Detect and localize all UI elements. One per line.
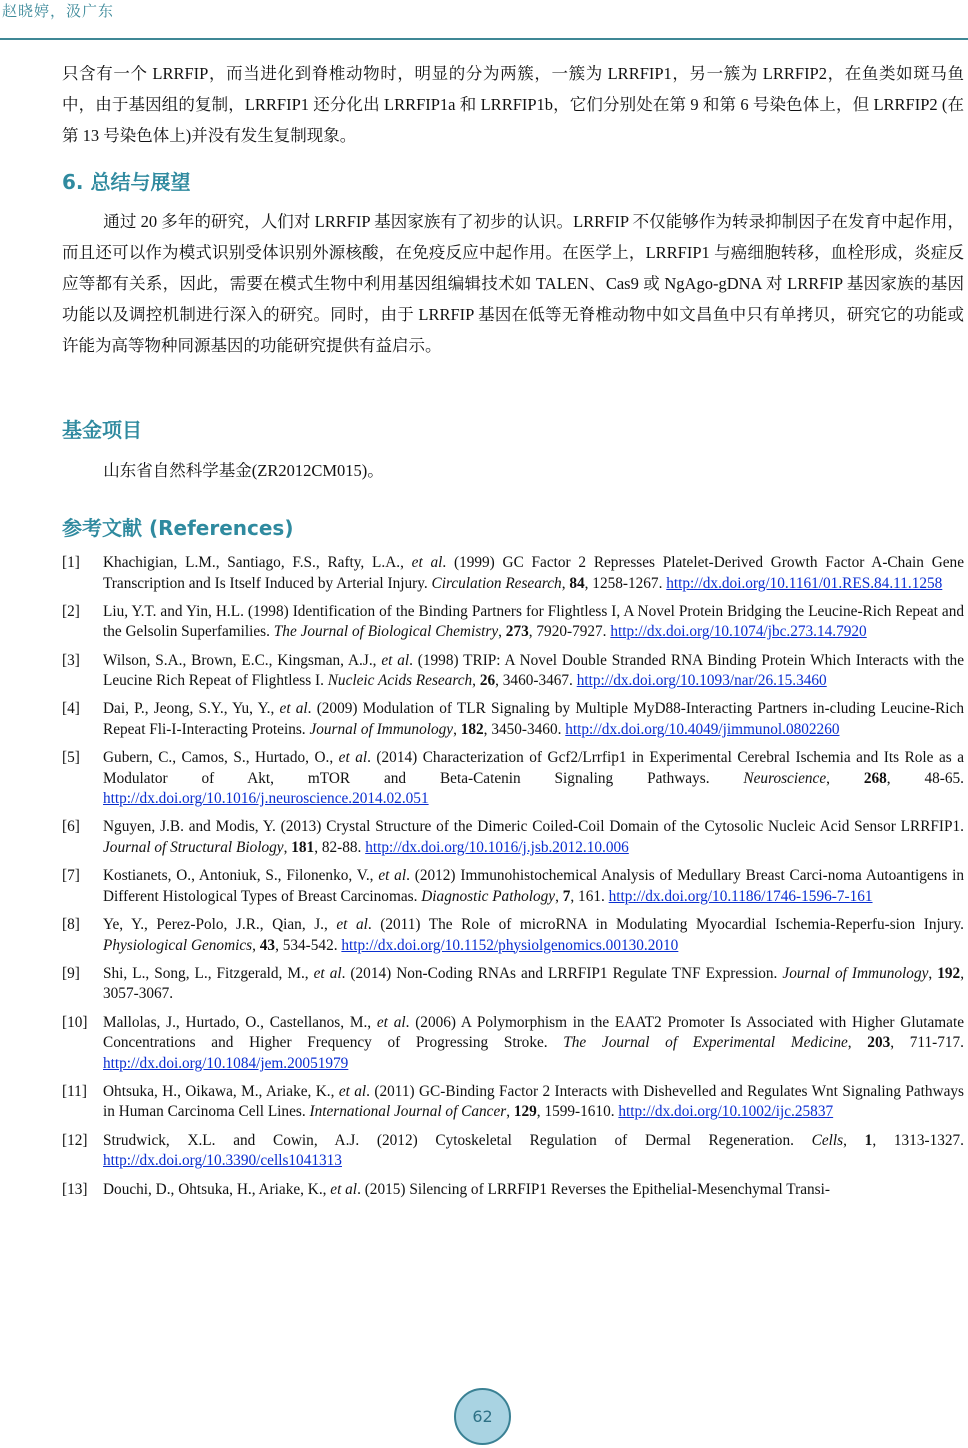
reference-text: Kostianets, O., Antoniuk, S., Filonenko, V.,: [103, 867, 379, 885]
reference-text: , 3057-3067.: [103, 964, 965, 1003]
volume: 268: [863, 769, 887, 787]
reference-item: [62, 817, 964, 858]
reference-text: et al: [313, 964, 342, 982]
reference-text: , 3450-3460.: [483, 720, 566, 738]
reference-item: [62, 915, 964, 956]
reference-text: Dai, P., Jeong, S.Y., Yu, Y.,: [103, 700, 280, 718]
volume: 129: [513, 1103, 537, 1121]
reference-text: . (2012) Immunohistochemical Analysis of Medullary Breast Carci-noma Autoantigens in Different Histological Types of Breast Carcinomas.: [103, 867, 965, 905]
reference-number: [1]: [62, 554, 80, 571]
reference-text: Khachigian, L.M., Santiago, F.S., Rafty, L.A.,: [103, 554, 412, 571]
reference-text: . (2014) Non-Coding RNAs and LRRFIP1 Regulate TNF Expression.: [341, 964, 783, 982]
reference-text: ,: [826, 769, 864, 787]
reference-text: . (1998) TRIP: A Novel Double Stranded RNA Binding Protein Which Interacts with the Leucine Rich Repeat of Flightless I.: [103, 651, 964, 690]
reference-text: , 48-65.: [886, 769, 964, 787]
reference-number: [11]: [62, 1082, 87, 1100]
header-divider: [0, 38, 968, 40]
doi-link[interactable]: http://dx.doi.org/10.1016/j.neuroscience.2014.02.051: [103, 790, 429, 808]
reference-text: , 711-717.: [890, 1034, 965, 1052]
reference-item: [62, 866, 964, 907]
doi-link[interactable]: http://dx.doi.org/10.1161/01.RES.84.11.1258: [666, 574, 943, 592]
reference-number: [13]: [62, 1180, 88, 1198]
reference-text: . (2009) Modulation of TLR Signaling by Multiple MyD88-Interacting Partners in-cluding Leucine-Rich Repeat Fli-I-Interacting Proteins.: [103, 700, 964, 738]
reference-number: [10]: [62, 1013, 88, 1031]
paragraph: 通过 20 多年的研究，人们对 LRRFIP 基因家族有了初步的认识。LRRFIP 不仅能够作为转录抑制因子在发育中起作用，而且还可以作为模式识别受体识别外源核酸，在免疫反应中起作用。在医学上，LRRFIP1 与癌细胞转移，血栓形成，炎症反应等都有关系，因此，需要在模式生物中利用基因组编辑技术如 TALEN、Cas9 或 NgAgo-gDNA 对 LRRFIP 基因家族的基因功能以及调控机制进行深入的研究。同时，由于 LRRFIP 基因在低等无脊椎动物中如文昌鱼中只有单拷贝，研究它的功能或许能为高等物种同源基因的功能研究提供有益启示。: [62, 212, 964, 355]
reference-number: [6]: [62, 818, 80, 836]
reference-text: et al: [378, 867, 407, 885]
reference-text: Gubern, C., Camos, S., Hurtado, O.,: [103, 749, 339, 767]
journal-name: Journal of Immunology: [782, 964, 929, 982]
journal-name: International Journal of Cancer: [309, 1103, 507, 1121]
reference-text: , 1313-1327.: [872, 1131, 964, 1149]
reference-item: [62, 964, 964, 1005]
reference-text: ,: [506, 1103, 514, 1121]
volume: 84: [569, 574, 585, 592]
reference-text: ,: [252, 936, 260, 954]
reference-number: [7]: [62, 867, 80, 885]
reference-item: [62, 602, 964, 643]
reference-text: ,: [472, 672, 480, 690]
journal-name: Physiological Genomics: [103, 936, 253, 954]
journal-name: Journal of Structural Biology: [103, 838, 284, 856]
doi-link[interactable]: http://dx.doi.org/10.1002/ijc.25837: [618, 1103, 834, 1121]
volume: 182: [460, 720, 484, 738]
paragraph-funding: 山东省自然科学基金(ZR2012CM015)。: [103, 461, 384, 480]
reference-text: . (2011) The Role of microRNA in Modulating Myocardial Ischemia-Reperfu-sion Injury.: [367, 916, 964, 934]
reference-text: ,: [847, 1034, 868, 1052]
reference-text: ,: [555, 887, 563, 905]
volume: 43: [259, 936, 276, 954]
journal-name: Neuroscience: [743, 769, 827, 787]
reference-item: [62, 1131, 964, 1172]
journal-name: The Journal of Experimental Medicine: [563, 1034, 848, 1052]
reference-text: et al: [411, 554, 443, 571]
reference-text: ,: [283, 838, 292, 856]
journal-name: Journal of Immunology: [309, 720, 454, 738]
reference-text: ,: [843, 1131, 865, 1149]
journal-name: The Journal of Biological Chemistry: [273, 623, 499, 641]
doi-link[interactable]: http://dx.doi.org/10.4049/jimmunol.0802260: [565, 720, 840, 738]
reference-item: [62, 1013, 964, 1075]
reference-text: et al: [376, 1013, 406, 1031]
reference-text: , 1258-1267.: [584, 574, 667, 592]
section-heading-funding: 基金项目: [62, 418, 142, 442]
reference-number: [9]: [62, 964, 80, 982]
reference-number: [3]: [62, 651, 80, 669]
running-header: 赵晓婷，汲广东: [2, 4, 115, 20]
reference-text: Strudwick, X.L. and Cowin, A.J. (2012) Cytoskeletal Regulation of Dermal Regeneration.: [103, 1131, 812, 1149]
reference-text: et al: [330, 1180, 358, 1198]
reference-text: ,: [498, 623, 506, 641]
reference-number: [12]: [62, 1131, 88, 1149]
doi-link[interactable]: http://dx.doi.org/10.3390/cells1041313: [103, 1152, 342, 1170]
reference-text: , 7920-7927.: [528, 623, 611, 641]
volume: 7: [562, 887, 571, 905]
reference-text: Mallolas, J., Hurtado, O., Castellanos, M.,: [103, 1013, 377, 1031]
volume: 192: [937, 964, 961, 982]
paragraph: 只含有一个 LRRFIP，而当进化到脊椎动物时，明显的分为两簇，一簇为 LRRFIP1，另一簇为 LRRFIP2，在鱼类如斑马鱼中，由于基因组的复制，LRRFIP1 还分化出 LRRFIP1a 和 LRRFIP1b，它们分别处在第 9 和第 6 号染色体上，但 LRRFIP2 (在第 13 号染色体上)并没有发生复制现象。: [62, 64, 964, 145]
reference-text: Ye, Y., Perez-Polo, J.R., Qian, J.,: [103, 916, 337, 934]
volume: 1: [864, 1131, 873, 1149]
reference-list: [62, 553, 964, 1208]
reference-item: [62, 1082, 964, 1123]
journal-name: Cells: [811, 1131, 844, 1149]
reference-text: . (1999) GC Factor 2 Represses Platelet-Derived Growth Factor A-Chain Gene Transcription and Is Itself Induced by Arterial Injury.: [103, 554, 964, 592]
volume: 203: [867, 1034, 891, 1052]
reference-text: , 82-88.: [314, 838, 366, 856]
reference-text: et al: [279, 700, 308, 718]
reference-text: Shi, L., Song, L., Fitzgerald, M.,: [103, 964, 314, 982]
doi-link[interactable]: http://dx.doi.org/10.1152/physiolgenomics.00130.2010: [341, 936, 679, 954]
reference-text: , 161.: [570, 887, 609, 905]
reference-text: ,: [561, 574, 570, 592]
journal-name: Circulation Research: [431, 574, 562, 592]
reference-text: ,: [928, 964, 938, 982]
reference-text: et al: [336, 916, 368, 934]
reference-text: . (2014) Characterization of Gcf2/Lrrfip1 in Experimental Cerebral Ischemia and Its Role as a Modulator of Akt, mTOR and Beta-Catenin Signaling Pathways.: [103, 749, 964, 787]
reference-item: [62, 553, 964, 594]
page-number-badge: 62: [454, 1388, 511, 1445]
reference-text: Douchi, D., Ohtsuka, H., Ariake, K.,: [103, 1180, 331, 1198]
reference-number: [2]: [62, 602, 80, 620]
reference-number: [5]: [62, 749, 80, 767]
volume: 26: [479, 672, 496, 690]
doi-link[interactable]: http://dx.doi.org/10.1016/j.jsb.2012.10.006: [365, 838, 629, 856]
section-heading-references: 参考文献 (References): [62, 516, 294, 540]
reference-item: [62, 748, 964, 810]
doi-link[interactable]: http://dx.doi.org/10.1084/jem.20051979: [103, 1054, 349, 1072]
reference-text: , 3460-3467.: [495, 672, 577, 690]
volume: 273: [505, 623, 529, 641]
reference-text: Nguyen, J.B. and Modis, Y. (2013) Crystal Structure of the Dimeric Coiled-Coil Domain of the Cytosolic Nucleic Acid Sensor LRRFIP1.: [103, 818, 964, 836]
reference-text: , 534-542.: [275, 936, 342, 954]
reference-text: Ohtsuka, H., Oikawa, M., Ariake, K.,: [103, 1082, 339, 1100]
section-heading-conclusion: 6. 总结与展望: [62, 170, 191, 194]
volume: 181: [291, 838, 315, 856]
reference-number: [4]: [62, 700, 80, 718]
reference-text: . (2015) Silencing of LRRFIP1 Reverses the Epithelial-Mesenchymal Transi-: [357, 1180, 830, 1198]
reference-text: et al: [338, 1082, 367, 1100]
reference-text: Wilson, S.A., Brown, E.C., Kingsman, A.J.,: [103, 651, 382, 669]
reference-text: Liu, Y.T. and Yin, H.L. (1998) Identification of the Binding Partners for Flightless I, A Novel Protein Bridging the Leucine-Rich Repeat and the Gelsolin Superfamilies.: [103, 602, 964, 641]
reference-item: [62, 699, 964, 740]
reference-text: ,: [453, 720, 461, 738]
reference-text: . (2006) A Polymorphism in the EAAT2 Promoter Is Associated with Higher Glutamate Concentrations and Higher Frequency of Progressing Stroke.: [103, 1013, 964, 1052]
doi-link[interactable]: http://dx.doi.org/10.1074/jbc.273.14.7920: [610, 623, 867, 641]
reference-item: [62, 1180, 964, 1201]
reference-text: , 1599-1610.: [536, 1103, 619, 1121]
reference-text: . (2011) GC-Binding Factor 2 Interacts with Dishevelled and Regulates Wnt Signaling Pathways in Human Carcinoma Cell Lines.: [103, 1082, 964, 1121]
journal-name: Nucleic Acids Research: [327, 672, 473, 690]
journal-name: Diagnostic Pathology: [421, 887, 556, 905]
doi-link[interactable]: http://dx.doi.org/10.1093/nar/26.15.3460: [576, 672, 827, 690]
reference-text: et al: [381, 651, 410, 669]
doi-link[interactable]: http://dx.doi.org/10.1186/1746-1596-7-161: [608, 887, 873, 905]
reference-item: [62, 651, 964, 692]
reference-text: et al: [338, 749, 368, 767]
reference-number: [8]: [62, 916, 80, 934]
